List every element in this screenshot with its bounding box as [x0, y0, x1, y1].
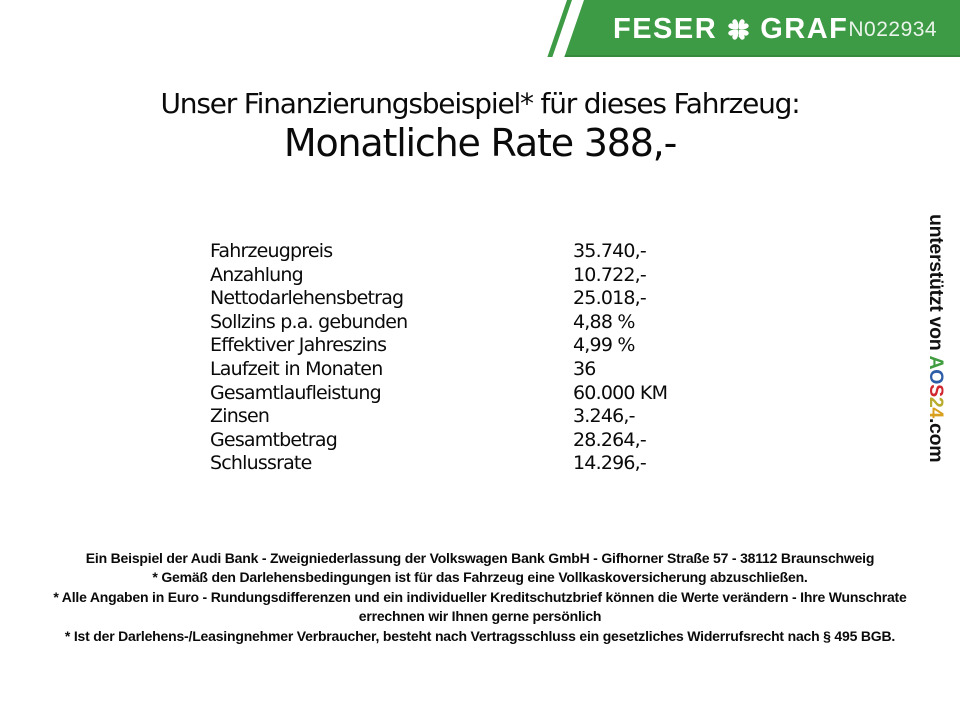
aos24-letter-a: A: [925, 355, 947, 370]
header-banner-content: [600, 0, 960, 57]
title-block: [0, 87, 960, 165]
table-row: [210, 358, 667, 382]
aos24-digit-2: 2: [925, 396, 947, 408]
page-title: Unser Finanzierungsbeispiel* für dieses Fahrzeug:: [160, 87, 800, 120]
table-row: [210, 334, 667, 358]
table-row: [210, 311, 667, 335]
aos24-letter-o: O: [925, 369, 947, 385]
footer-bank-line: Ein Beispiel der Audi Bank - Zweigniederlassung der Volkswagen Bank GmbH - Gifhorner Straße 57 - 38112 Braunschweig: [85, 550, 875, 566]
row-label: Schlussrate: [210, 452, 312, 475]
monthly-rate-headline: Monatliche Rate 388,-: [283, 121, 677, 165]
brand-logo: [613, 14, 848, 45]
row-label: Gesamtlaufleistung: [210, 381, 381, 404]
brand-name-graf: GRAF: [760, 13, 849, 45]
row-value: 4,99 %: [573, 334, 635, 357]
clover-icon: [723, 14, 754, 45]
aos24-letter-s: S: [925, 384, 947, 397]
row-label: Anzahlung: [210, 263, 303, 286]
table-row: [210, 382, 667, 406]
row-value: 35.740,-: [573, 240, 646, 262]
row-label: Gesamtbetrag: [210, 428, 338, 451]
table-row: [210, 240, 667, 264]
row-value: 10.722,-: [573, 263, 646, 286]
row-value: 36: [573, 357, 596, 380]
table-row: [210, 405, 667, 429]
table-row: [210, 264, 667, 288]
row-value: 4,88 %: [573, 310, 635, 333]
brand-name-feser: FESER: [613, 13, 718, 45]
support-credit: [924, 214, 947, 462]
row-label: Effektiver Jahreszins: [210, 334, 387, 357]
legal-footer: [0, 549, 960, 646]
support-credit-suffix: .com: [925, 417, 947, 463]
row-label: Zinsen: [210, 405, 270, 428]
footer-insurance-note: * Gemäß den Darlehensbedingungen ist für das Fahrzeug eine Vollkaskoversicherung abzuschließen.: [152, 569, 808, 586]
row-label: Sollzins p.a. gebunden: [210, 310, 408, 333]
footer-withdrawal-note: * Ist der Darlehens-/Leasingnehmer Verbraucher, besteht nach Vertragsschluss ein gesetzliches Widerrufsrecht nach § 495 BGB.: [64, 627, 896, 644]
support-credit-prefix: unterstützt von: [925, 214, 947, 356]
table-row: [210, 287, 667, 311]
row-value: 60.000 KM: [573, 381, 668, 404]
aos24-digit-4: 4: [925, 407, 947, 418]
vehicle-ref-number: N022934: [848, 17, 938, 41]
row-label: Nettodarlehensbetrag: [210, 287, 404, 310]
table-row: [210, 429, 667, 453]
finance-table: [210, 240, 667, 476]
row-value: 3.246,-: [573, 405, 635, 428]
row-label: Laufzeit in Monaten: [210, 357, 383, 380]
row-value: 28.264,-: [573, 428, 646, 451]
row-value: 14.296,-: [573, 452, 646, 475]
row-value: 25.018,-: [573, 287, 646, 310]
row-label: Fahrzeugpreis: [210, 240, 333, 262]
table-row: [210, 452, 667, 476]
footer-euro-note: * Alle Angaben in Euro - Rundungsdifferenzen und ein individueller Kreditschutzbrief können die Werte verändern - Ihre Wunschrate errechnen wir Ihnen gerne persönlich: [53, 588, 907, 625]
